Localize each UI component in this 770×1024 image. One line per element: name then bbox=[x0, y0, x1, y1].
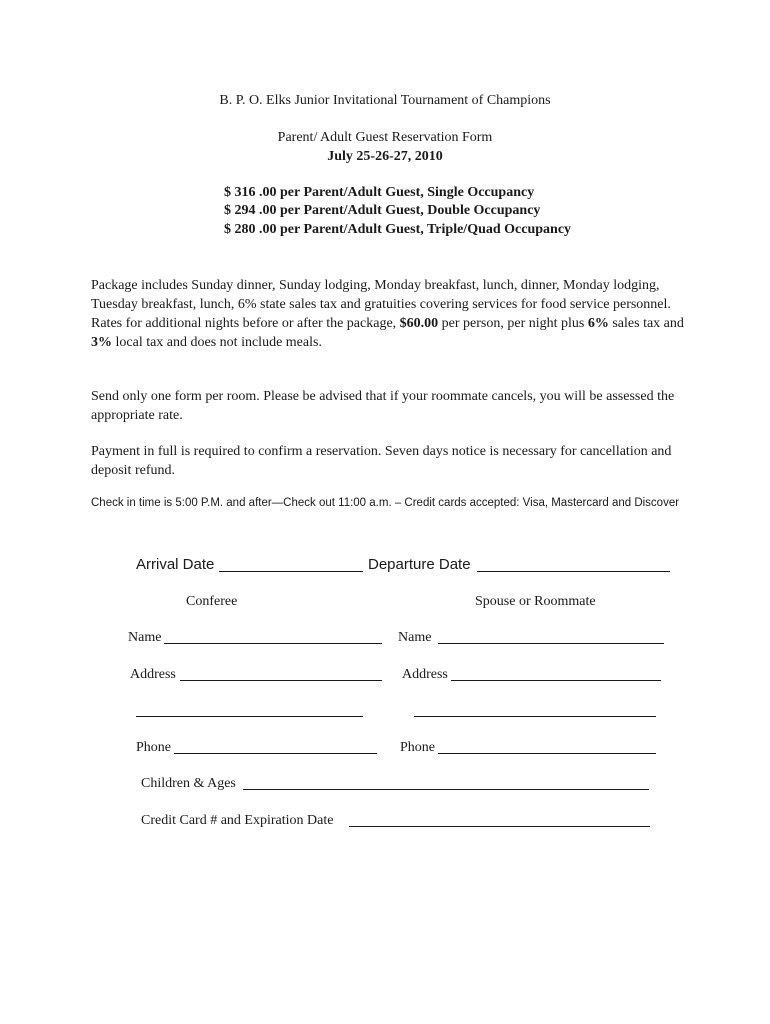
conferee-address-field[interactable] bbox=[180, 680, 382, 681]
payment-policy: Payment in full is required to confirm a reservation. Seven days notice is necessary for cancellation and deposit refund. bbox=[91, 444, 672, 478]
credit-card-label: Credit Card # and Expiration Date bbox=[141, 813, 334, 828]
conferee-name-label: Name bbox=[128, 630, 162, 645]
children-ages-label: Children & Ages bbox=[141, 776, 236, 791]
roommate-name-field[interactable] bbox=[438, 643, 664, 644]
event-dates: July 25-26-27, 2010 bbox=[327, 149, 443, 164]
conferee-name-field[interactable] bbox=[164, 643, 382, 644]
form-title: Parent/ Adult Guest Reservation Form bbox=[277, 130, 493, 145]
roommate-phone-field[interactable] bbox=[438, 753, 656, 754]
conferee-address-label: Address bbox=[130, 667, 176, 682]
package-text-4: local tax and does not include meals. bbox=[112, 335, 322, 350]
children-ages-field[interactable] bbox=[243, 789, 649, 790]
departure-date-label: Departure Date bbox=[368, 556, 471, 573]
package-text-2: per person, per night plus bbox=[438, 316, 588, 331]
departure-date-field[interactable] bbox=[477, 571, 670, 572]
conferee-address-line-2[interactable] bbox=[136, 716, 363, 717]
check-in-info: Check in time is 5:00 P.M. and after—Check out 11:00 a.m. – Credit cards accepted: Visa, Mastercard and Discover bbox=[91, 497, 680, 509]
arrival-date-label: Arrival Date bbox=[136, 556, 215, 573]
conferee-phone-field[interactable] bbox=[174, 753, 377, 754]
conferee-phone-label: Phone bbox=[136, 740, 171, 755]
package-text-1: Package includes Sunday dinner, Sunday lodging, Monday breakfast, lunch, dinner, Monday lodging, Tuesday breakfast, lunch, 6% state sales tax and gratuities covering services for food service personnel. Rates for additional nights before or after the package, bbox=[91, 278, 671, 331]
package-description bbox=[91, 276, 701, 352]
local-tax-rate: 3% bbox=[91, 335, 112, 350]
tournament-title: B. P. O. Elks Junior Invitational Tournament of Champions bbox=[219, 93, 551, 108]
roommate-address-field[interactable] bbox=[451, 680, 661, 681]
sales-tax-rate: 6% bbox=[587, 316, 609, 331]
arrival-date-field[interactable] bbox=[219, 571, 363, 572]
room-policy: Send only one form per room. Please be advised that if your roommate cancels, you will be assessed the appropriate rate. bbox=[91, 389, 675, 423]
credit-card-field[interactable] bbox=[349, 826, 650, 827]
roommate-address-line-2[interactable] bbox=[414, 716, 656, 717]
roommate-name-label: Name bbox=[398, 630, 432, 645]
conferee-heading: Conferee bbox=[186, 594, 238, 609]
extra-night-rate: $60.00 bbox=[399, 316, 439, 331]
roommate-address-label: Address bbox=[402, 667, 448, 682]
package-text-3: sales tax and bbox=[608, 316, 684, 331]
rate-single: $ 316 .00 per Parent/Adult Guest, Single Occupancy bbox=[224, 185, 535, 200]
rate-double: $ 294 .00 per Parent/Adult Guest, Double Occupancy bbox=[224, 203, 541, 218]
roommate-heading: Spouse or Roommate bbox=[475, 594, 596, 609]
rate-triple-quad: $ 280 .00 per Parent/Adult Guest, Triple/Quad Occupancy bbox=[224, 222, 572, 237]
roommate-phone-label: Phone bbox=[400, 740, 435, 755]
